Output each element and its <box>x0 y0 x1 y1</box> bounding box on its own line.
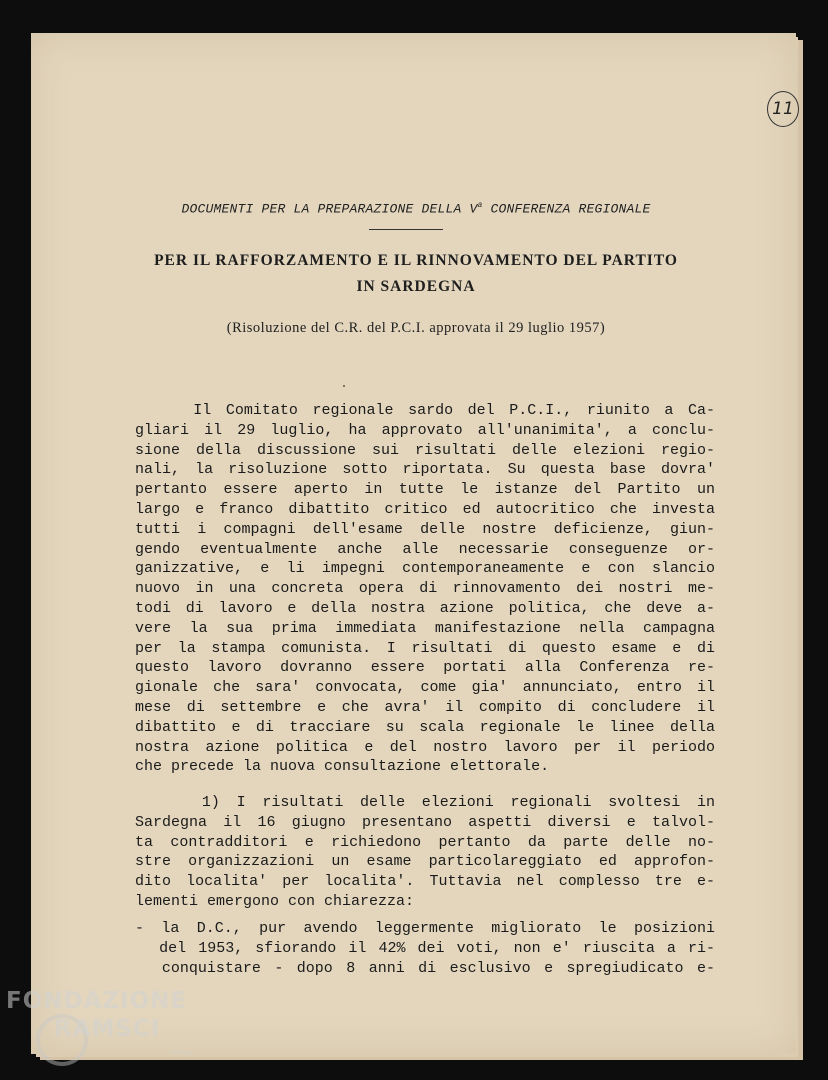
title-line-1: PER IL RAFFORZAMENTO E IL RINNOVAMENTO DEL PARTITO <box>154 252 678 269</box>
text-line: Il Comitato regionale sardo del P.C.I., riunito a Ca- <box>135 402 715 419</box>
header-text: DOCUMENTI PER LA PREPARAZIONE DELLA V <box>181 201 478 217</box>
text-line: lementi emergono con chiarezza: <box>135 892 415 910</box>
text-line: gionale che sara' convocata, come gia' annunciato, entro il <box>135 679 715 697</box>
text-line: ganizzative, e li impegni contemporaneamente e con slancio <box>135 560 715 578</box>
text-line: nostra azione politica e del nostro lavoro per il periodo <box>135 738 715 756</box>
header-superscript: a <box>477 201 483 210</box>
watermark-line-3: onlus <box>171 1048 193 1057</box>
text-line: nuovo in una concreta opera di rinnovamento dei nostri me- <box>135 580 715 598</box>
text-line: sione della discussione sui risultati delle elezioni regio- <box>135 441 715 459</box>
text-line: mese di settembre e che avra' il compito di concludere il <box>135 698 715 716</box>
header-rule <box>369 229 443 230</box>
document-header <box>31 201 801 216</box>
text-line: stre organizzazioni un esame particolareggiato ed approfon- <box>135 853 715 871</box>
text-line: ta contradditori e richiedono pertanto da parte delle no- <box>135 833 715 851</box>
paragraph-3 <box>135 919 715 978</box>
text-line: vere la sua prima immediata manifestazione nella campagna <box>135 619 715 637</box>
text-line: todi di lavoro e della nostra azione politica, che deve a- <box>135 599 715 617</box>
title-line-2: IN SARDEGNA <box>356 278 476 295</box>
fondazione-gramsci-watermark <box>6 988 193 1057</box>
page-number-circle: 11 <box>767 91 799 127</box>
text-line: 1) I risultati delle elezioni regionali svoltesi in <box>135 794 715 811</box>
watermark-line-1: FONDAZIONE <box>6 988 188 1014</box>
header-text-after: CONFERENZA REGIONALE <box>482 201 651 217</box>
paragraph-1 <box>135 401 715 777</box>
text-line: gliari il 29 luglio, ha approvato all'unanimita', a conclu- <box>135 421 715 439</box>
ink-dot <box>343 385 345 387</box>
text-line: dibattito e di tracciare su scala regionale le linee della <box>135 718 715 736</box>
text-line: che precede la nuova consultazione elettorale. <box>135 758 550 776</box>
text-line: tutti i compagni dell'esame delle nostre deficienze, giun- <box>135 520 715 538</box>
text-line: nali, la risoluzione sotto riportata. Su questa base dovra' <box>135 461 715 479</box>
text-line: - la D.C., pur avendo leggermente migliorato le posizioni <box>135 920 715 937</box>
text-line: pertanto essere aperto in tutte le istanze del Partito un <box>135 481 715 499</box>
text-line: gendo eventualmente anche alle necessarie conseguenze or- <box>135 540 715 558</box>
text-line: del 1953, sfiorando il 42% dei voti, non e' riuscita a ri- <box>135 939 715 957</box>
subtitle: (Risoluzione del C.R. del P.C.I. approvata il 29 luglio 1957) <box>226 320 606 336</box>
text-line: questo lavoro dovranno essere portati alla Conferenza re- <box>135 659 715 677</box>
text-line: per la stampa comunista. I risultati di questo esame e di <box>135 639 715 657</box>
text-line: largo e franco dibattito critico ed autocritico che investa <box>135 500 715 518</box>
text-line: Sardegna il 16 giugno presentano aspetti diversi e talvol- <box>135 813 715 831</box>
text-line: dito localita' per localita'. Tuttavia nel complesso tre e- <box>135 873 715 891</box>
document-page <box>31 33 796 1054</box>
text-line: conquistare - dopo 8 anni di esclusivo e spregiudicato e- <box>135 959 715 977</box>
watermark-line-2: RAMSCI <box>54 1016 161 1042</box>
paragraph-2 <box>135 793 715 912</box>
